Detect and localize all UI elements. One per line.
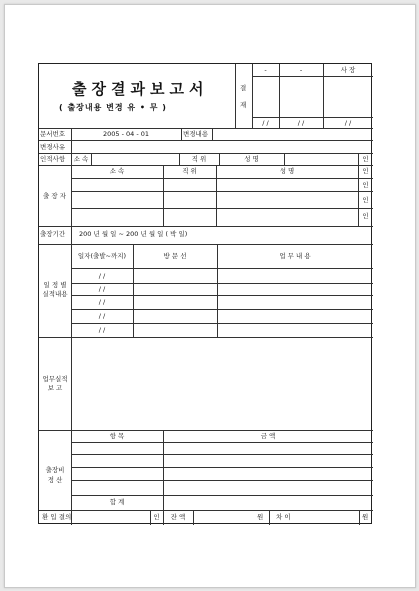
schedule-date-3: / / <box>98 298 106 306</box>
footer-seal: 인 <box>153 513 160 521</box>
results-label-2: 보 고 <box>47 384 63 392</box>
travelers-header-name: 성 명 <box>279 167 295 175</box>
expenses-header-item: 항 목 <box>109 432 125 440</box>
approval-header-2: - <box>299 66 303 74</box>
schedule-date-1: / / <box>98 272 106 280</box>
report-form <box>38 63 372 524</box>
expenses-label-2: 정 산 <box>47 476 63 484</box>
traveler-seal-4: 인 <box>362 212 369 220</box>
approval-date-3: / / <box>344 119 352 127</box>
form-subtitle: ( 출장내용 변경 유 • 무 ) <box>59 103 167 112</box>
schedule-date-5: / / <box>98 326 106 334</box>
expenses-total-label: 합 계 <box>109 498 125 506</box>
travelers-header-position: 직 위 <box>182 167 197 175</box>
approval-header-3: 사 장 <box>340 66 356 74</box>
submitter-dept-label: 소 속 <box>73 155 89 163</box>
form-title: 출장결과보고서 <box>72 80 209 98</box>
doc-number-value: 2005 - 04 - 01 <box>102 130 150 138</box>
submitter-position-label: 직 위 <box>191 155 207 163</box>
traveler-seal-2: 인 <box>362 181 369 189</box>
traveler-seal-3: 인 <box>362 196 369 204</box>
period-label: 출장기간 <box>40 230 66 238</box>
schedule-date-4: / / <box>98 312 106 320</box>
traveler-seal-1: 인 <box>362 167 369 175</box>
balance-won: 원 <box>257 513 264 521</box>
balance-label: 잔 액 <box>170 513 186 521</box>
approval-label-bottom: 재 <box>240 101 247 109</box>
travelers-header-dept: 소 속 <box>109 167 125 175</box>
submitter-seal: 인 <box>362 155 369 163</box>
submitter-name-label: 성 명 <box>244 155 259 163</box>
change-content-label: 변경내용 <box>183 130 209 138</box>
expenses-header-amount: 금 액 <box>260 432 276 440</box>
submitter-label: 인적사항 <box>40 155 66 163</box>
schedule-header-date: 일자(출발~까지) <box>77 252 127 260</box>
schedule-label-1: 일 정 별 <box>43 281 67 289</box>
schedule-date-2: / / <box>98 285 106 293</box>
approval-label-top: 결 <box>240 84 247 92</box>
prepaid-label: 환 입 결의 <box>42 513 72 521</box>
period-text: 200 년 월 일 ~ 200 년 월 일 ( 박 일) <box>79 230 188 238</box>
difference-label: 차 이 <box>276 513 291 521</box>
results-label-1: 업무실적 <box>42 375 68 383</box>
travelers-label: 출 장 자 <box>43 192 66 200</box>
doc-number-label: 문서번호 <box>40 130 66 138</box>
schedule-header-visit: 방 문 선 <box>163 252 187 260</box>
schedule-label-2: 실적내용 <box>42 290 68 298</box>
schedule-header-task: 업 무 내 용 <box>279 252 311 260</box>
approval-date-2: / / <box>297 119 305 127</box>
difference-won: 원 <box>362 513 369 521</box>
approval-date-1: / / <box>262 119 269 127</box>
approval-header-1: - <box>264 66 267 74</box>
expenses-label-1: 출장비 <box>45 466 65 474</box>
change-reason-label: 변경사유 <box>40 143 66 151</box>
